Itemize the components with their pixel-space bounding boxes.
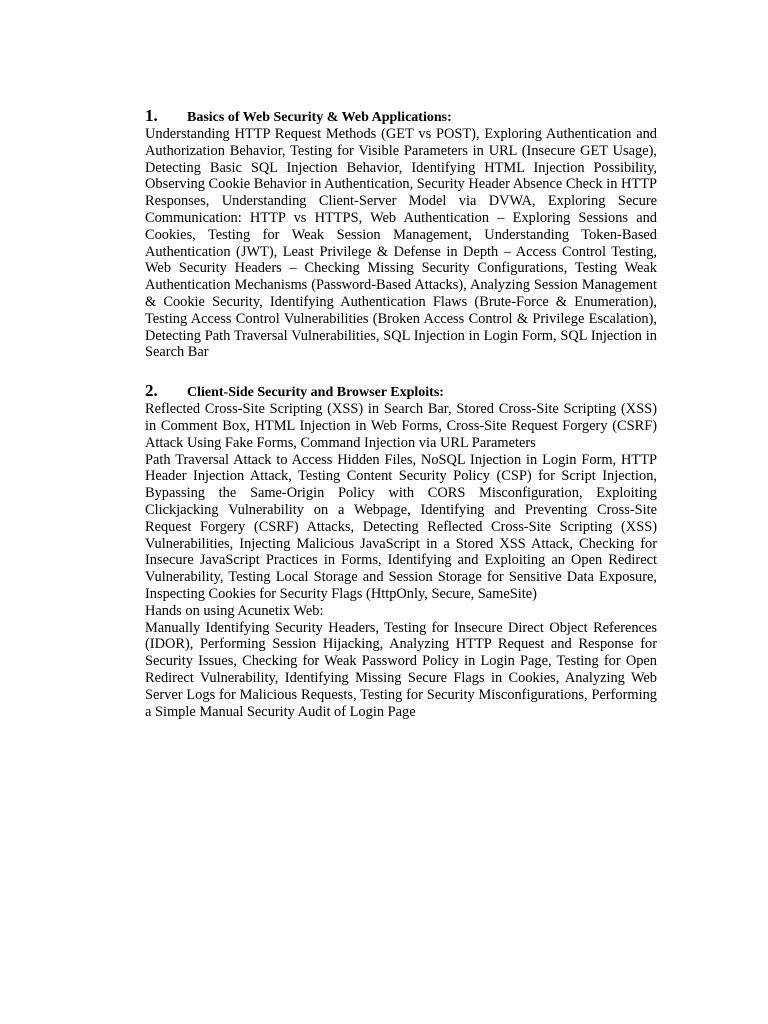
section-2 [145,381,657,720]
section-number: 1. [145,106,158,125]
section-paragraph: Path Traversal Attack to Access Hidden Files, NoSQL Injection in Login Form, HTTP Header Injection Attack, Testing Content Security Policy (CSP) for Script Injection, Bypassing the Same-Origin Policy with CORS Misconfiguration, Exploiting Clickjacking Vulnerability on a Webpage, Identifying and Preventing Cross-Site Request Forgery (CSRF) Attacks, Detecting Reflected Cross-Site Scripting (XSS) Vulnerabilities, Injecting Malicious JavaScript in a Stored XSS Attack, Checking for Insecure JavaScript Practices in Forms, Identifying and Exploiting an Open Redirect Vulnerability, Testing Local Storage and Session Storage for Sensitive Data Exposure, Inspecting Cookies for Security Flags (HttpOnly, Secure, SameSite) [145,451,657,602]
section-paragraph: Manually Identifying Security Headers, Testing for Insecure Direct Object References (IDOR), Performing Session Hijacking, Analyzing HTTP Request and Response for Security Issues, Checking for Weak Password Policy in Login Page, Testing for Open Redirect Vulnerability, Identifying Missing Secure Flags in Cookies, Analyzing Web Server Logs for Malicious Requests, Testing for Security Misconfigurations, Performing a Simple Manual Security Audit of Login Page [145,619,657,720]
section-heading [145,381,657,401]
section-paragraph: Understanding HTTP Request Methods (GET vs POST), Exploring Authentication and Authorization Behavior, Testing for Visible Parameters in URL (Insecure GET Usage), Detecting Basic SQL Injection Behavior, Identifying HTML Injection Possibility, Observing Cookie Behavior in Authentication, Security Header Absence Check in HTTP Responses, Understanding Client-Server Model via DVWA, Exploring Secure Communication: HTTP vs HTTPS, Web Authentication – Exploring Sessions and Cookies, Testing for Weak Session Management, Understanding Token-Based Authentication (JWT), Least Privilege & Defense in Depth – Access Control Testing, Web Security Headers – Checking Missing Security Configurations, Testing Weak Authentication Mechanisms (Password-Based Attacks), Analyzing Session Management & Cookie Security, Identifying Authentication Flaws (Brute-Force & Enumeration), Testing Access Control Vulnerabilities (Broken Access Control & Privilege Escalation), Detecting Path Traversal Vulnerabilities, SQL Injection in Login Form, SQL Injection in Search Bar [145,126,657,361]
section-number: 2. [145,381,158,401]
document-page [145,106,657,720]
section-heading [145,106,657,126]
section-1 [145,106,657,361]
section-title: Basics of Web Security & Web Applications: [187,110,452,125]
section-paragraph: Hands on using Acunetix Web: [145,602,324,619]
section-title: Client-Side Security and Browser Exploits: [187,385,444,401]
section-paragraph: Reflected Cross-Site Scripting (XSS) in Search Bar, Stored Cross-Site Scripting (XSS) in Comment Box, HTML Injection in Web Forms, Cross-Site Request Forgery (CSRF) Attack Using Fake Forms, Command Injection via URL Parameters [145,401,657,451]
